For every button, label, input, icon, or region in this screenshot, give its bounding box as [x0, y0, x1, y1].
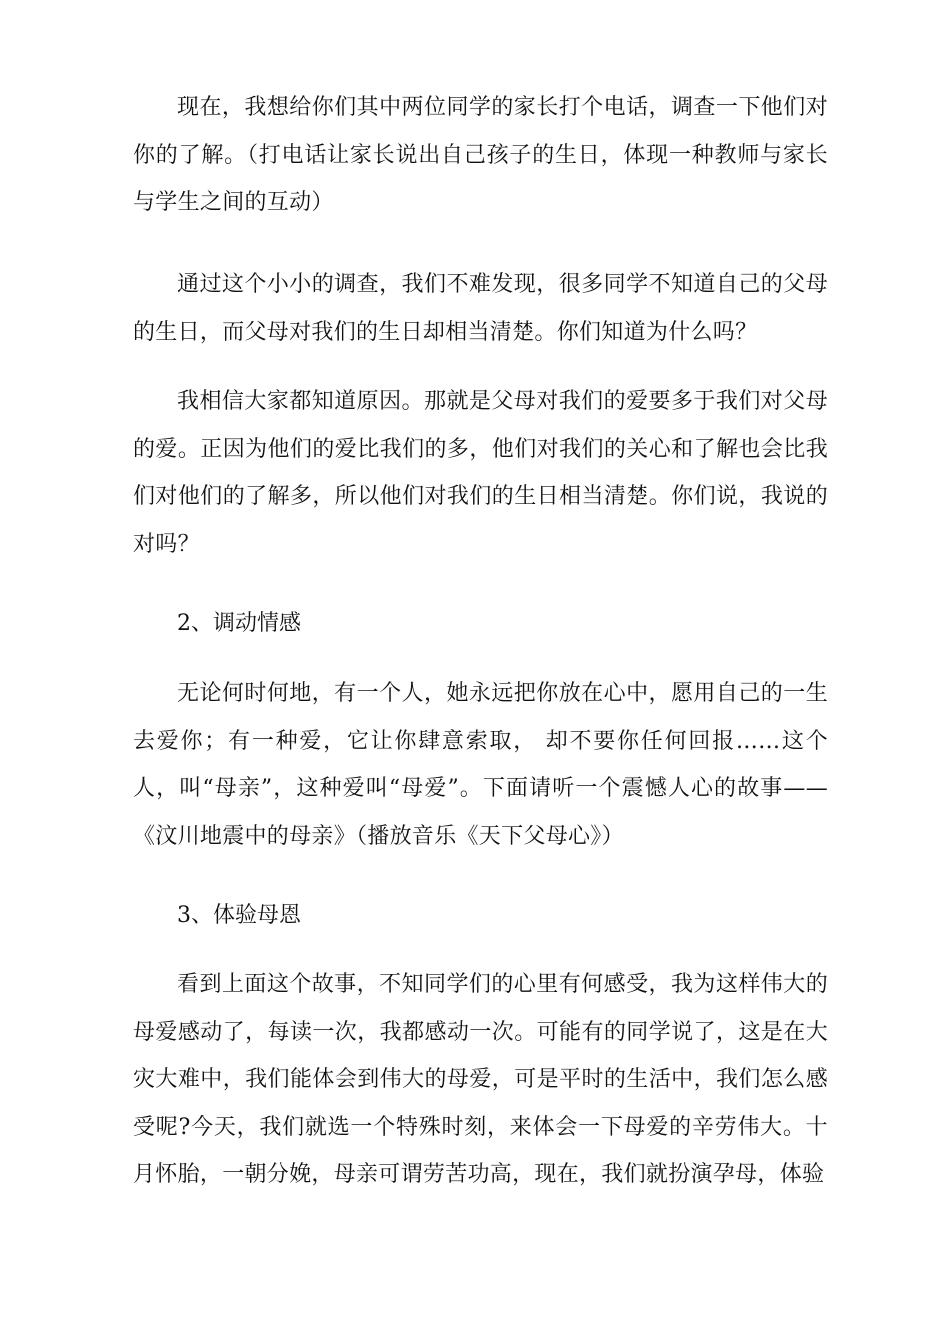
section-heading-experience: 3、体验母恩 [177, 903, 301, 928]
paragraph-survey-finding: 通过这个小小的调查，我们不难发现，很多同学不知道自己的父母的生日，而父母对我们的生日却相当清楚。你们知道为什么吗？ [133, 272, 828, 345]
section-heading-emotion: 2、调动情感 [177, 611, 301, 636]
paragraph-reason: 我相信大家都知道原因。那就是父母对我们的爱要多于我们对父母的爱。正因为他们的爱比我们的多，他们对我们的关心和了解也会比我们对他们的了解多，所以他们对我们的生日相当清楚。你们说，我说的对吗？ [133, 389, 828, 557]
paragraph-phone-survey: 现在，我想给你们其中两位同学的家长打个电话，调查一下他们对你的了解。（打电话让家长说出自己孩子的生日，体现一种教师与家长与学生之间的互动） [133, 95, 828, 215]
paragraph-mother-love: 无论何时何地，有一个人，她永远把你放在心中，愿用自己的一生去爱你；有一种爱，它让你肆意索取， 却不要你任何回报……这个人，叫“母亲”，这种爱叫“母爱”。下面请听一个震憾人心的故事——《汶川地震中的母亲》（播放音乐《天下父母心》） [133, 681, 828, 849]
paragraph-story-reflection: 看到上面这个故事，不知同学们的心里有何感受，我为这样伟大的母爱感动了，每读一次，我都感动一次。可能有的同学说了，这是在大灾大难中，我们能体会到伟大的母爱，可是平时的生活中，我们怎么感受呢?今天，我们就选一个特殊时刻，来体会一下母爱的辛劳伟大。十月怀胎，一朝分娩，母亲可谓劳苦功高，现在，我们就扮演孕母，体验 [133, 972, 828, 1187]
